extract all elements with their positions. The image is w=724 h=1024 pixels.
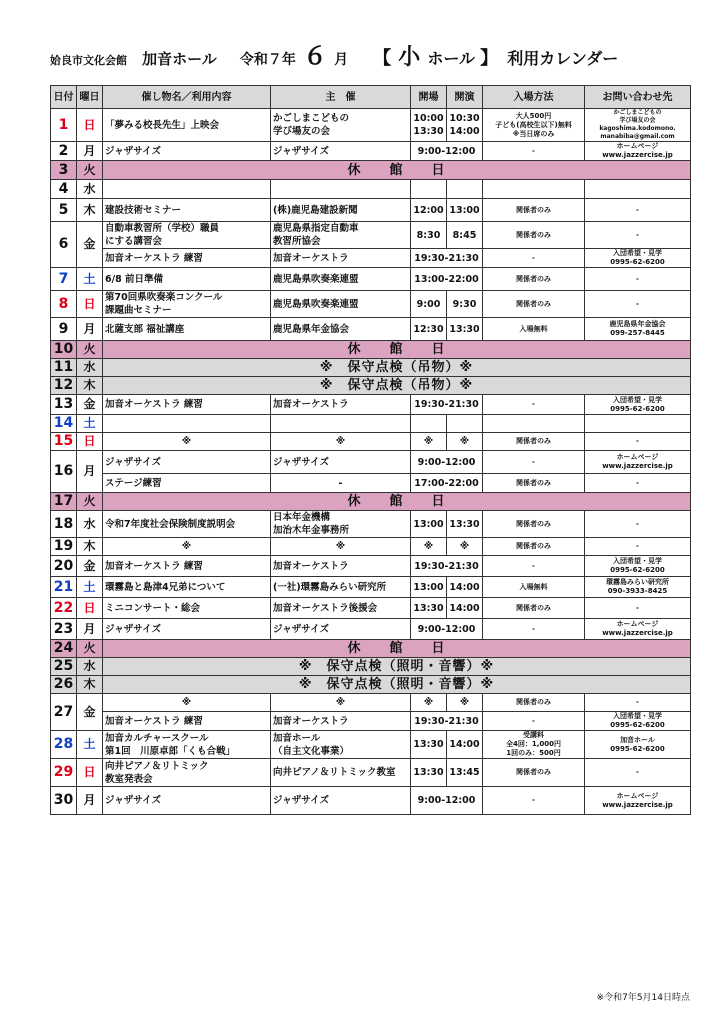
entry-method-cell: - (483, 619, 585, 640)
entry-method-cell: 関係者のみ (483, 598, 585, 619)
start-time-cell: 13:30 (447, 511, 483, 538)
host-cell: 日本年金機構 加治木年金事務所 (271, 511, 411, 538)
weekday-cell: 土 (77, 731, 103, 759)
date-cell: 9 (51, 318, 77, 341)
open-time-cell: 12:30 (411, 318, 447, 341)
event-cell: 令和7年度社会保険制度説明会 (103, 511, 271, 538)
weekday-cell: 日 (77, 598, 103, 619)
host-cell: かごしまこどもの 学び場友の会 (271, 109, 411, 142)
table-row (51, 538, 691, 556)
host-cell: 鹿児島県指定自動車 教習所協会 (271, 222, 411, 249)
host-cell: ジャザサイズ (271, 787, 411, 815)
date-cell: 23 (51, 619, 77, 640)
start-time-cell: 14:00 (447, 598, 483, 619)
weekday-cell: 金 (77, 556, 103, 577)
table-row (51, 377, 691, 395)
hall-size: 小 (398, 45, 421, 70)
weekday-cell: 水 (77, 359, 103, 377)
entry-method-cell: 大人500円 子ども(高校生以下)無料 ※当日席のみ (483, 109, 585, 142)
weekday-cell: 火 (77, 640, 103, 658)
start-time-cell: 14:00 (447, 731, 483, 759)
header-date: 日付 (51, 86, 77, 109)
table-row (51, 395, 691, 415)
open-time-cell: 9:00 (411, 291, 447, 318)
event-cell: 建設技術セミナー (103, 199, 271, 222)
table-row (51, 268, 691, 291)
contact-cell: - (585, 199, 691, 222)
weekday-cell: 金 (77, 222, 103, 268)
contact-cell: 加音ホール 0995-62-6200 (585, 731, 691, 759)
as-of-note: ※令和7年5月14日時点 (596, 993, 690, 1003)
contact-cell: - (585, 598, 691, 619)
weekday-cell: 火 (77, 161, 103, 180)
weekday-cell: 月 (77, 142, 103, 161)
date-cell: 7 (51, 268, 77, 291)
open-time-cell: 13:30 (411, 759, 447, 787)
table-row (51, 433, 691, 451)
weekday-cell: 土 (77, 268, 103, 291)
weekday-cell: 水 (77, 511, 103, 538)
weekday-cell: 日 (77, 433, 103, 451)
start-time-cell: 13:45 (447, 759, 483, 787)
start-time-cell: 14:00 (447, 577, 483, 598)
date-cell: 28 (51, 731, 77, 759)
maintenance-cell: ※ 保守点検（吊物）※ (103, 377, 691, 395)
entry-method-cell: 関係者のみ (483, 199, 585, 222)
weekday-cell: 日 (77, 291, 103, 318)
host-cell: ※ (271, 694, 411, 712)
contact-cell: - (585, 268, 691, 291)
entry-method-cell: 関係者のみ (483, 433, 585, 451)
entry-method-cell: 受講料 全4回：1,000円 1回のみ：500円 (483, 731, 585, 759)
contact-cell: - (585, 222, 691, 249)
host-cell (271, 180, 411, 199)
date-cell: 13 (51, 395, 77, 415)
table-row (51, 577, 691, 598)
open-time-cell (411, 180, 447, 199)
entry-method-cell: - (483, 249, 585, 268)
bracket-close: 】 (480, 48, 499, 69)
event-cell: 北薩支部 福祉講座 (103, 318, 271, 341)
table-row (51, 161, 691, 180)
table-row (51, 341, 691, 359)
host-cell: 鹿児島県吹奏楽連盟 (271, 291, 411, 318)
time-range-cell: 19:30-21:30 (411, 395, 483, 415)
table-row (51, 787, 691, 815)
table-row (51, 142, 691, 161)
host-cell: 加音ホール （自主文化事業） (271, 731, 411, 759)
header-open: 開場 (411, 86, 447, 109)
contact-cell: 入団希望・見学 0995-62-6200 (585, 556, 691, 577)
weekday-cell: 日 (77, 759, 103, 787)
date-cell: 4 (51, 180, 77, 199)
event-cell (103, 180, 271, 199)
time-range-cell: 17:00-22:00 (411, 474, 483, 493)
table-row (51, 359, 691, 377)
host-cell: 向井ピアノ＆リトミック教室 (271, 759, 411, 787)
entry-method-cell: - (483, 142, 585, 161)
weekday-cell: 木 (77, 199, 103, 222)
start-time-cell: ※ (447, 433, 483, 451)
weekday-cell: 木 (77, 538, 103, 556)
venue-name: 姶良市文化会館 (50, 54, 127, 67)
event-cell: 加音カルチャースクール 第1回 川原卓郎「くも合戦」 (103, 731, 271, 759)
header-host: 主 催 (271, 86, 411, 109)
contact-cell: - (585, 694, 691, 712)
hall-name: 加音ホール (142, 50, 217, 68)
time-range-cell: 19:30-21:30 (411, 556, 483, 577)
table-row (51, 109, 691, 142)
date-cell: 10 (51, 341, 77, 359)
entry-method-cell: 関係者のみ (483, 222, 585, 249)
contact-cell: 鹿児島県年金協会 099-257-8445 (585, 318, 691, 341)
contact-cell: かごしまこどもの 学び場友の会 kagoshima.kodomono. manabiba@gmail.com (585, 109, 691, 142)
weekday-cell: 木 (77, 377, 103, 395)
weekday-cell: 水 (77, 658, 103, 676)
open-time-cell (411, 415, 447, 433)
event-cell: 加音オーケストラ 練習 (103, 249, 271, 268)
table-row (51, 676, 691, 694)
contact-cell: 入団希望・見学 0995-62-6200 (585, 395, 691, 415)
table-header-row (51, 86, 691, 109)
date-cell: 15 (51, 433, 77, 451)
entry-method-cell: - (483, 451, 585, 474)
month-unit: 月 (334, 52, 349, 68)
event-cell: ジャザサイズ (103, 451, 271, 474)
entry-method-cell: 関係者のみ (483, 538, 585, 556)
entry-method-cell: 入場無料 (483, 577, 585, 598)
date-cell: 3 (51, 161, 77, 180)
bracket-open: 【 (373, 48, 392, 69)
contact-cell: ホームページ www.jazzercise.jp (585, 451, 691, 474)
entry-method-cell: 関係者のみ (483, 759, 585, 787)
host-cell: ジャザサイズ (271, 619, 411, 640)
weekday-cell: 金 (77, 694, 103, 731)
open-time-cell: ※ (411, 694, 447, 712)
contact-cell: ホームページ www.jazzercise.jp (585, 787, 691, 815)
maintenance-cell: ※ 保守点検（吊物）※ (103, 359, 691, 377)
header-event: 催し物名／利用内容 (103, 86, 271, 109)
host-cell: 鹿児島県吹奏楽連盟 (271, 268, 411, 291)
contact-cell: - (585, 511, 691, 538)
contact-cell: - (585, 474, 691, 493)
entry-method-cell: 関係者のみ (483, 268, 585, 291)
open-time-cell: ※ (411, 433, 447, 451)
start-time-cell: 9:30 (447, 291, 483, 318)
contact-cell: ホームページ www.jazzercise.jp (585, 619, 691, 640)
start-time-cell: 10:30 14:00 (447, 109, 483, 142)
event-cell: 加音オーケストラ 練習 (103, 556, 271, 577)
weekday-cell: 火 (77, 341, 103, 359)
event-cell: ※ (103, 538, 271, 556)
time-range-cell: 9:00-12:00 (411, 142, 483, 161)
contact-cell: - (585, 433, 691, 451)
event-cell: 加音オーケストラ 練習 (103, 712, 271, 731)
table-row (51, 731, 691, 759)
date-cell: 11 (51, 359, 77, 377)
entry-method-cell: 入場無料 (483, 318, 585, 341)
date-cell: 27 (51, 694, 77, 731)
event-cell: ジャザサイズ (103, 787, 271, 815)
maintenance-cell: ※ 保守点検（照明・音響）※ (103, 676, 691, 694)
table-row (51, 556, 691, 577)
closed-day-cell: 休 館 日 (103, 493, 691, 511)
usage-calendar-table (50, 85, 691, 815)
calendar-label: 利用カレンダー (507, 49, 619, 68)
open-time-cell: 13:30 (411, 598, 447, 619)
start-time-cell: ※ (447, 694, 483, 712)
open-time-cell: 8:30 (411, 222, 447, 249)
start-time-cell (447, 415, 483, 433)
date-cell: 20 (51, 556, 77, 577)
calendar-title (50, 36, 690, 76)
open-time-cell: 10:00 13:30 (411, 109, 447, 142)
date-cell: 2 (51, 142, 77, 161)
weekday-cell: 木 (77, 676, 103, 694)
table-row (51, 759, 691, 787)
host-cell (271, 415, 411, 433)
event-cell: ミニコンサート・総会 (103, 598, 271, 619)
host-cell: 加音オーケストラ (271, 556, 411, 577)
open-time-cell: 12:00 (411, 199, 447, 222)
date-cell: 14 (51, 415, 77, 433)
host-cell: 加音オーケストラ (271, 712, 411, 731)
weekday-cell: 土 (77, 415, 103, 433)
table-row (51, 474, 691, 493)
table-row (51, 694, 691, 712)
entry-method-cell (483, 415, 585, 433)
header-weekday: 曜日 (77, 86, 103, 109)
host-cell: 鹿児島県年金協会 (271, 318, 411, 341)
era-year: 令和７年 (239, 52, 296, 68)
table-row (51, 640, 691, 658)
event-cell (103, 415, 271, 433)
time-range-cell: 19:30-21:30 (411, 712, 483, 731)
table-row (51, 493, 691, 511)
contact-cell (585, 180, 691, 199)
date-cell: 19 (51, 538, 77, 556)
table-row (51, 199, 691, 222)
event-cell: 自動車教習所（学校）職員 にする講習会 (103, 222, 271, 249)
host-cell: ※ (271, 433, 411, 451)
contact-cell: ホームページ www.jazzercise.jp (585, 142, 691, 161)
host-cell: (株)鹿児島建設新聞 (271, 199, 411, 222)
closed-day-cell: 休 館 日 (103, 341, 691, 359)
open-time-cell: 13:30 (411, 731, 447, 759)
open-time-cell: 13:00 (411, 577, 447, 598)
entry-method-cell: 関係者のみ (483, 291, 585, 318)
date-cell: 1 (51, 109, 77, 142)
hall-kind: ホール (427, 49, 476, 68)
weekday-cell: 金 (77, 395, 103, 415)
entry-method-cell: - (483, 395, 585, 415)
contact-cell: - (585, 538, 691, 556)
weekday-cell: 水 (77, 180, 103, 199)
time-range-cell: 9:00-12:00 (411, 451, 483, 474)
host-cell: - (271, 474, 411, 493)
entry-method-cell: - (483, 712, 585, 731)
open-time-cell: 13:00 (411, 511, 447, 538)
date-cell: 30 (51, 787, 77, 815)
date-cell: 16 (51, 451, 77, 493)
event-cell: 環霧島と島津4兄弟について (103, 577, 271, 598)
contact-cell: 入団希望・見学 0995-62-6200 (585, 249, 691, 268)
date-cell: 6 (51, 222, 77, 268)
date-cell: 21 (51, 577, 77, 598)
date-cell: 17 (51, 493, 77, 511)
table-row (51, 222, 691, 249)
start-time-cell (447, 180, 483, 199)
header-contact: お問い合わせ先 (585, 86, 691, 109)
date-cell: 18 (51, 511, 77, 538)
entry-method-cell: 関係者のみ (483, 474, 585, 493)
month-number: ６ (302, 42, 327, 70)
weekday-cell: 月 (77, 451, 103, 493)
event-cell: 加音オーケストラ 練習 (103, 395, 271, 415)
header-start: 開演 (447, 86, 483, 109)
date-cell: 25 (51, 658, 77, 676)
event-cell: ※ (103, 433, 271, 451)
time-range-cell: 9:00-12:00 (411, 619, 483, 640)
time-range-cell: 9:00-12:00 (411, 787, 483, 815)
weekday-cell: 月 (77, 619, 103, 640)
date-cell: 26 (51, 676, 77, 694)
time-range-cell: 19:30-21:30 (411, 249, 483, 268)
weekday-cell: 月 (77, 787, 103, 815)
weekday-cell: 日 (77, 109, 103, 142)
start-time-cell: 13:00 (447, 199, 483, 222)
host-cell: ※ (271, 538, 411, 556)
host-cell: 加音オーケストラ後援会 (271, 598, 411, 619)
contact-cell: - (585, 291, 691, 318)
entry-method-cell (483, 180, 585, 199)
header-entry: 入場方法 (483, 86, 585, 109)
date-cell: 8 (51, 291, 77, 318)
event-cell: 向井ピアノ＆リトミック 教室発表会 (103, 759, 271, 787)
entry-method-cell: - (483, 787, 585, 815)
weekday-cell: 土 (77, 577, 103, 598)
entry-method-cell: - (483, 556, 585, 577)
event-cell: ジャザサイズ (103, 619, 271, 640)
table-body (51, 109, 691, 815)
table-row (51, 451, 691, 474)
host-cell: ジャザサイズ (271, 142, 411, 161)
contact-cell: 環霧島みらい研究所 090-3933-8425 (585, 577, 691, 598)
contact-cell: 入団希望・見学 0995-62-6200 (585, 712, 691, 731)
date-cell: 22 (51, 598, 77, 619)
table-row (51, 291, 691, 318)
maintenance-cell: ※ 保守点検（照明・音響）※ (103, 658, 691, 676)
entry-method-cell: 関係者のみ (483, 511, 585, 538)
start-time-cell: 13:30 (447, 318, 483, 341)
open-time-cell: ※ (411, 538, 447, 556)
table-row (51, 619, 691, 640)
event-cell: ※ (103, 694, 271, 712)
contact-cell: - (585, 759, 691, 787)
table-row (51, 180, 691, 199)
weekday-cell: 月 (77, 318, 103, 341)
table-row (51, 511, 691, 538)
closed-day-cell: 休 館 日 (103, 640, 691, 658)
closed-day-cell: 休 館 日 (103, 161, 691, 180)
table-row (51, 658, 691, 676)
host-cell: 加音オーケストラ (271, 395, 411, 415)
date-cell: 24 (51, 640, 77, 658)
event-cell: 「夢みる校長先生」上映会 (103, 109, 271, 142)
host-cell: ジャザサイズ (271, 451, 411, 474)
table-row (51, 712, 691, 731)
event-cell: ジャザサイズ (103, 142, 271, 161)
date-cell: 5 (51, 199, 77, 222)
contact-cell (585, 415, 691, 433)
table-row (51, 415, 691, 433)
host-cell: 加音オーケストラ (271, 249, 411, 268)
date-cell: 12 (51, 377, 77, 395)
table-row (51, 249, 691, 268)
date-cell: 29 (51, 759, 77, 787)
start-time-cell: ※ (447, 538, 483, 556)
start-time-cell: 8:45 (447, 222, 483, 249)
time-range-cell: 13:00-22:00 (411, 268, 483, 291)
weekday-cell: 火 (77, 493, 103, 511)
table-row (51, 598, 691, 619)
event-cell: 6/8 前日準備 (103, 268, 271, 291)
entry-method-cell: 関係者のみ (483, 694, 585, 712)
table-row (51, 318, 691, 341)
event-cell: ステージ練習 (103, 474, 271, 493)
event-cell: 第70回県吹奏楽コンクール 課題曲セミナー (103, 291, 271, 318)
host-cell: (一社)環霧島みらい研究所 (271, 577, 411, 598)
